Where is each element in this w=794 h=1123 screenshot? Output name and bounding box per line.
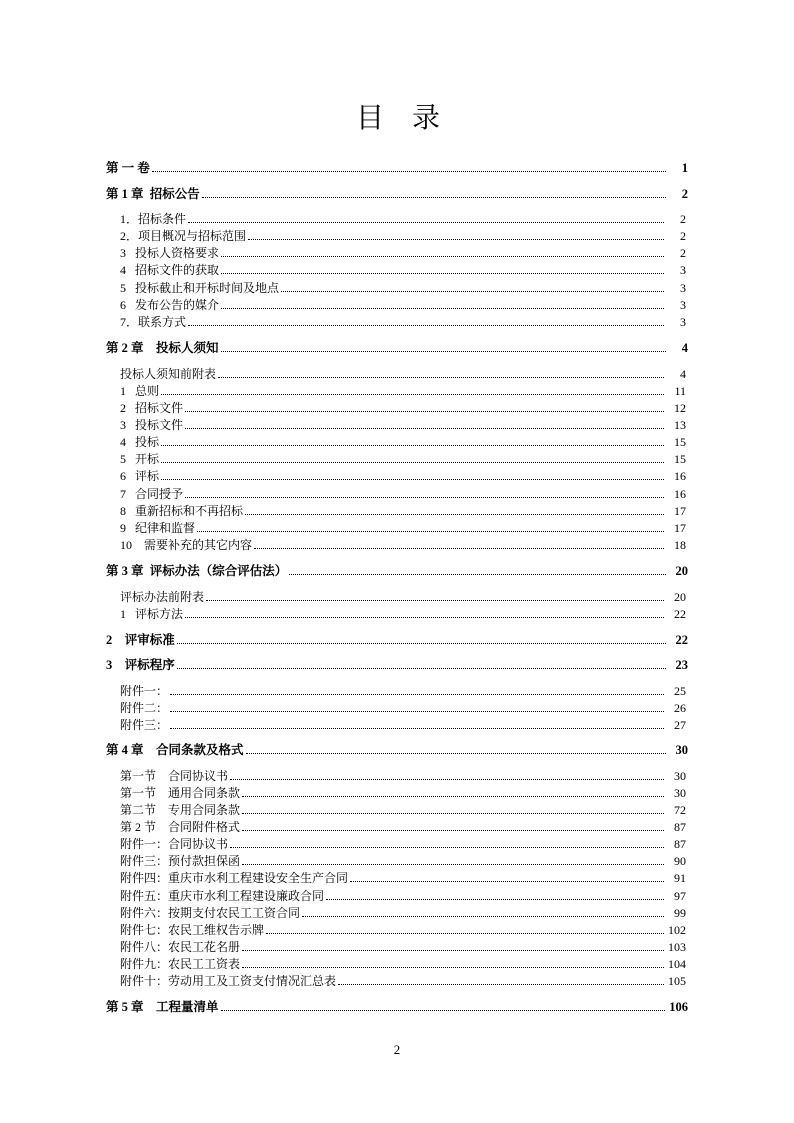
toc-entry[interactable]: [106, 657, 688, 673]
toc-entry-label: 第 2 章 投标人须知: [106, 341, 219, 355]
toc-entry[interactable]: [120, 973, 686, 989]
toc-entry-page: 2: [680, 246, 686, 260]
toc-entry-label: 6 发布公告的媒介: [120, 298, 220, 312]
dot-leader: [188, 221, 664, 223]
toc-entry[interactable]: [106, 340, 688, 356]
dot-leader: [170, 710, 664, 712]
toc-entry[interactable]: [106, 186, 688, 202]
toc-entry-page: 4: [680, 367, 686, 381]
dot-leader: [289, 573, 666, 575]
page-title-char-1: 目: [356, 103, 385, 134]
toc-entry-label: 第二节 专用合同条款: [120, 803, 241, 817]
dot-leader: [197, 530, 664, 532]
toc-entry[interactable]: [120, 434, 686, 450]
toc-entry[interactable]: [120, 520, 686, 536]
toc-entry[interactable]: [120, 297, 686, 313]
toc-entry[interactable]: [120, 768, 686, 784]
toc-entry-page: 97: [674, 889, 686, 903]
dot-leader: [185, 616, 664, 618]
dot-leader: [242, 949, 664, 951]
toc-entry[interactable]: [120, 280, 686, 296]
dot-leader: [170, 727, 664, 729]
toc-entry-label: 附件二：: [120, 701, 169, 715]
toc-entry[interactable]: [120, 939, 686, 955]
toc-entry[interactable]: [120, 503, 686, 519]
toc-entry-label: 6 评标: [120, 469, 160, 483]
dot-leader: [242, 812, 664, 814]
toc-entry-label: 附件六：按期支付农民工工资合同: [120, 906, 301, 920]
toc-entry[interactable]: [120, 314, 686, 330]
toc-entry[interactable]: [120, 717, 686, 733]
dot-leader: [170, 693, 664, 695]
toc-entry-label: 2 评审标准: [106, 633, 175, 647]
dot-leader: [185, 410, 664, 412]
toc-entry-page: 3: [680, 298, 686, 312]
dot-leader: [350, 880, 664, 882]
dot-leader: [338, 983, 664, 985]
toc-entry[interactable]: [120, 383, 686, 399]
toc-entry-label: 附件三：: [120, 718, 169, 732]
toc-entry-page: 22: [674, 607, 686, 621]
toc-entry-page: 102: [668, 923, 686, 937]
dot-leader: [221, 1009, 666, 1011]
page-title-char-2: 录: [412, 103, 441, 134]
toc-entry[interactable]: [120, 228, 686, 244]
toc-entry-page: 20: [675, 564, 688, 578]
toc-entry-label: 评标办法前附表: [120, 590, 205, 604]
dot-leader: [302, 915, 664, 917]
dot-leader: [202, 196, 666, 198]
toc-entry[interactable]: [120, 853, 686, 869]
toc-entry-label: 3 投标人资格要求: [120, 246, 220, 260]
page-number: 2: [393, 1042, 401, 1057]
dot-leader: [221, 272, 664, 274]
dot-leader: [246, 752, 666, 754]
toc-entry[interactable]: [120, 366, 686, 382]
dot-leader: [281, 290, 664, 292]
dot-leader: [326, 898, 664, 900]
dot-leader: [221, 350, 666, 352]
toc-entry[interactable]: [120, 468, 686, 484]
toc-entry-page: 15: [674, 435, 686, 449]
toc-entry-label: 1 总则: [120, 384, 160, 398]
toc-entry[interactable]: [120, 922, 686, 938]
toc-entry-page: 87: [674, 837, 686, 851]
toc-entry-label: 附件四：重庆市水利工程建设安全生产合同: [120, 871, 349, 885]
dot-leader: [242, 863, 664, 865]
toc-entry-label: 10 需要补充的其它内容: [120, 538, 253, 552]
toc-entry-page: 26: [674, 701, 686, 715]
toc-entry-label: 1 评标方法: [120, 607, 184, 621]
toc-entry[interactable]: [120, 905, 686, 921]
toc-entry[interactable]: [120, 451, 686, 467]
toc-entry-page: 87: [674, 820, 686, 834]
toc-entry-label: 附件七：农民工维权告示牌: [120, 923, 265, 937]
toc-entry-label: 附件一：: [120, 684, 169, 698]
toc-entry[interactable]: [120, 606, 686, 622]
toc-entry[interactable]: [120, 417, 686, 433]
toc-entry-label: 3 评标程序: [106, 658, 175, 672]
dot-leader: [218, 376, 664, 378]
toc-entry-label: 9 纪律和监督: [120, 521, 196, 535]
toc-entry-page: 15: [674, 452, 686, 466]
toc-entry-label: 附件十：劳动用工及工资支付情况汇总表: [120, 974, 337, 988]
toc-entry-label: 附件五：重庆市水利工程建设廉政合同: [120, 889, 325, 903]
dot-leader: [161, 444, 664, 446]
toc-entry-label: 附件三：预付款担保函: [120, 854, 241, 868]
toc-entry-page: 17: [674, 521, 686, 535]
toc-entry[interactable]: [120, 537, 686, 553]
dot-leader: [248, 238, 664, 240]
toc-entry-page: 103: [668, 940, 686, 954]
dot-leader: [242, 829, 664, 831]
toc-entry-page: 4: [681, 341, 688, 355]
dot-leader: [161, 461, 664, 463]
dot-leader: [188, 324, 664, 326]
toc-entry-label: 附件八：农民工花名册: [120, 940, 241, 954]
dot-leader: [185, 427, 664, 429]
toc-entry-page: 11: [674, 384, 686, 398]
toc-entry-label: 第 1 章 招标公告: [106, 187, 200, 201]
toc-entry-page: 3: [680, 263, 686, 277]
toc-entry-label: 第一节 通用合同条款: [120, 786, 241, 800]
toc-entry[interactable]: [120, 245, 686, 261]
toc-entry-label: 7 合同授予: [120, 487, 184, 501]
toc-entry-label: 2 招标文件: [120, 401, 184, 415]
toc-entry[interactable]: [120, 888, 686, 904]
toc-entry-page: 1: [681, 161, 688, 175]
toc-entry-label: 投标人须知前附表: [120, 367, 217, 381]
toc-entry[interactable]: [120, 589, 686, 605]
toc-entry-label: 5 投标截止和开标时间及地点: [120, 281, 280, 295]
dot-leader: [221, 255, 664, 257]
toc-entry-label: 附件九：农民工工资表: [120, 957, 241, 971]
toc-entry-label: 2．项目概况与招标范围: [120, 229, 247, 243]
toc-entry-page: 106: [669, 1000, 688, 1014]
dot-leader: [177, 642, 666, 644]
toc-entry[interactable]: [106, 160, 688, 176]
dot-leader: [161, 478, 664, 480]
toc-entry-page: 22: [675, 633, 688, 647]
toc-entry-label: 7．联系方式: [120, 315, 187, 329]
toc-entry-page: 12: [674, 401, 686, 415]
toc-entry-label: 第一节 合同协议书: [120, 769, 229, 783]
toc-entry-page: 27: [674, 718, 686, 732]
toc-entry[interactable]: [106, 742, 688, 758]
toc-entry-page: 99: [674, 906, 686, 920]
toc-entry-label: 附件一：合同协议书: [120, 837, 229, 851]
dot-leader: [221, 307, 664, 309]
toc-entry-page: 2: [681, 187, 688, 201]
toc-entry[interactable]: [120, 262, 686, 278]
dot-leader: [266, 932, 664, 934]
toc-entry-page: 2: [680, 212, 686, 226]
toc-entry[interactable]: [120, 819, 686, 835]
dot-leader: [230, 846, 664, 848]
toc-entry-label: 1．招标条件: [120, 212, 187, 226]
toc-entry[interactable]: [120, 400, 686, 416]
dot-leader: [254, 547, 664, 549]
toc-entry[interactable]: [106, 999, 688, 1015]
dot-leader: [177, 667, 666, 669]
dot-leader: [242, 966, 664, 968]
dot-leader: [245, 513, 664, 515]
toc-entry-page: 3: [680, 281, 686, 295]
toc-entry[interactable]: [120, 211, 686, 227]
toc-entry-page: 2: [680, 229, 686, 243]
toc-entry-page: 25: [674, 684, 686, 698]
toc-entry-label: 第 一 卷: [106, 161, 150, 175]
toc-entry[interactable]: [120, 683, 686, 699]
toc-entry-label: 3 投标文件: [120, 418, 184, 432]
toc-entry-label: 4 投标: [120, 435, 160, 449]
dot-leader: [185, 496, 664, 498]
dot-leader: [242, 795, 664, 797]
toc-entry-page: 30: [674, 786, 686, 800]
toc-entry-page: 90: [674, 854, 686, 868]
dot-leader: [230, 778, 664, 780]
toc-entry-page: 105: [668, 974, 686, 988]
toc-entry-page: 104: [668, 957, 686, 971]
toc-entry-label: 第 5 章 工程量清单: [106, 1000, 219, 1014]
toc-entry-label: 第 4 章 合同条款及格式: [106, 743, 244, 757]
toc-entry-page: 30: [675, 743, 688, 757]
dot-leader: [152, 170, 666, 172]
toc-entry[interactable]: [106, 563, 688, 579]
dot-leader: [206, 599, 664, 601]
toc-entry-page: 13: [674, 418, 686, 432]
toc-entry[interactable]: [120, 956, 686, 972]
toc-entry-label: 4 招标文件的获取: [120, 263, 220, 277]
toc-entry-label: 5 开标: [120, 452, 160, 466]
toc-entry[interactable]: [120, 486, 686, 502]
toc-entry-page: 30: [674, 769, 686, 783]
toc-entry-label: 第 3 章 评标办法（综合评估法）: [106, 564, 288, 578]
toc-entry[interactable]: [120, 870, 686, 886]
toc-entry-label: 第 2 节 合同附件格式: [120, 820, 241, 834]
toc-entry-page: 16: [674, 487, 686, 501]
toc-entry[interactable]: [120, 836, 686, 852]
toc-entry[interactable]: [120, 700, 686, 716]
toc-entry-page: 16: [674, 469, 686, 483]
toc-entry[interactable]: [120, 802, 686, 818]
toc-entry-page: 20: [674, 590, 686, 604]
toc-entry[interactable]: [106, 632, 688, 648]
toc-entry-page: 18: [674, 538, 686, 552]
toc-entry-page: 91: [674, 871, 686, 885]
dot-leader: [161, 393, 664, 395]
toc-entry-page: 72: [674, 803, 686, 817]
toc-entry-page: 23: [675, 658, 688, 672]
toc-entry[interactable]: [120, 785, 686, 801]
toc-entry-label: 8 重新招标和不再招标: [120, 504, 244, 518]
toc-entry-page: 17: [674, 504, 686, 518]
toc-entry-page: 3: [680, 315, 686, 329]
